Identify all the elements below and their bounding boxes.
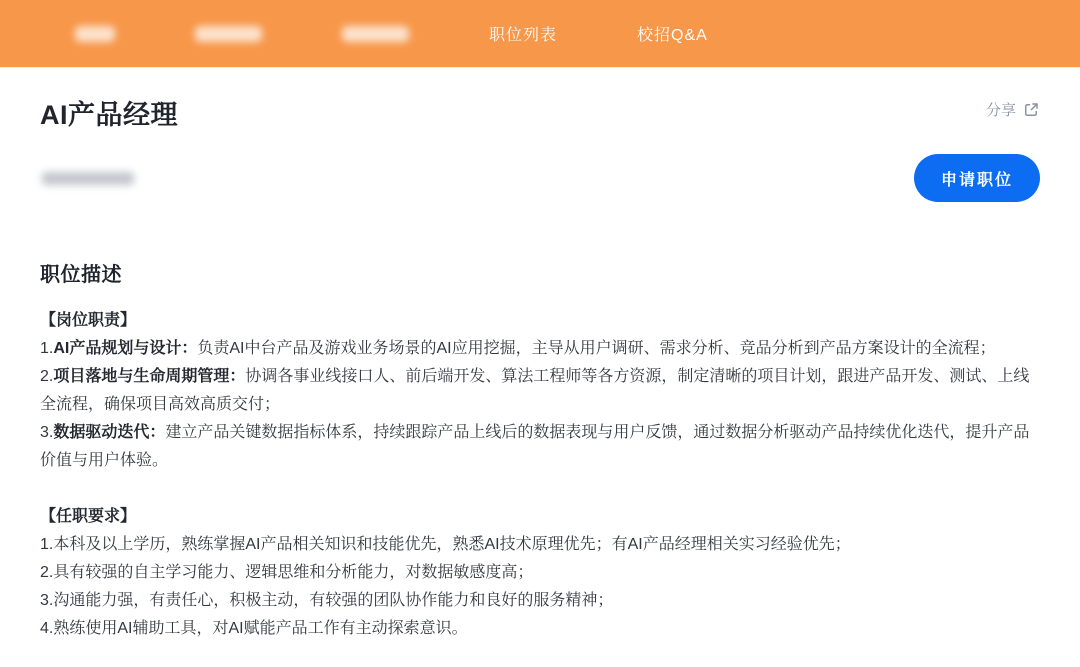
section-title-job-description: 职位描述	[40, 264, 122, 286]
requirement-item: 1.本科及以上学历，熟练掌握AI产品相关知识和技能优先，熟悉AI技术原理优先；有AI产品经理相关实习经验优先；	[40, 536, 851, 553]
responsibility-item: 1.AI产品规划与设计：负责AI中台产品及游戏业务场景的AI应用挖掘，主导从用户调研、需求分析、竞品分析到产品方案设计的全流程；	[40, 340, 996, 357]
nav-item-redacted-3[interactable]	[342, 26, 409, 42]
nav-item-job-list[interactable]: 职位列表	[489, 27, 558, 44]
location-redacted	[42, 172, 134, 185]
top-navigation	[0, 0, 1080, 67]
share-button[interactable]	[986, 99, 1040, 120]
spacer	[40, 475, 1040, 503]
responsibilities-heading: 【岗位职责】	[40, 312, 137, 329]
responsibility-item: 3.数据驱动迭代：建立产品关键数据指标体系，持续跟踪产品上线后的数据表现与用户反馈，通过数据分析驱动产品持续优化迭代，提升产品价值与用户体验。	[40, 424, 1030, 469]
requirement-item: 4.熟练使用AI辅助工具，对AI赋能产品工作有主动探索意识。	[40, 620, 468, 637]
share-arrow-icon	[1022, 101, 1040, 119]
page-title: AI产品经理	[40, 100, 178, 130]
nav-item-redacted-2[interactable]	[195, 26, 262, 42]
requirement-item: 3.沟通能力强，有责任心，积极主动，有较强的团队协作能力和良好的服务精神；	[40, 592, 614, 609]
share-label: 分享	[985, 102, 1016, 119]
responsibility-item: 2.项目落地与生命周期管理：协调各事业线接口人、前后端开发、算法工程师等各方资源，制定清晰的项目计划，跟进产品开发、测试、上线全流程，确保项目高效高质交付；	[40, 368, 1030, 413]
requirement-item: 2.具有较强的自主学习能力、逻辑思维和分析能力，对数据敏感度高；	[40, 564, 534, 581]
requirements-heading: 【任职要求】	[40, 508, 137, 525]
nav-item-campus-qa[interactable]: 校招Q&A	[637, 27, 708, 44]
main-content	[0, 93, 1080, 643]
job-description-body	[40, 307, 1040, 643]
meta-row	[40, 154, 1040, 202]
title-row	[40, 93, 1040, 132]
nav-item-redacted-1[interactable]	[75, 26, 115, 42]
apply-button[interactable]: 申请职位	[914, 154, 1040, 202]
